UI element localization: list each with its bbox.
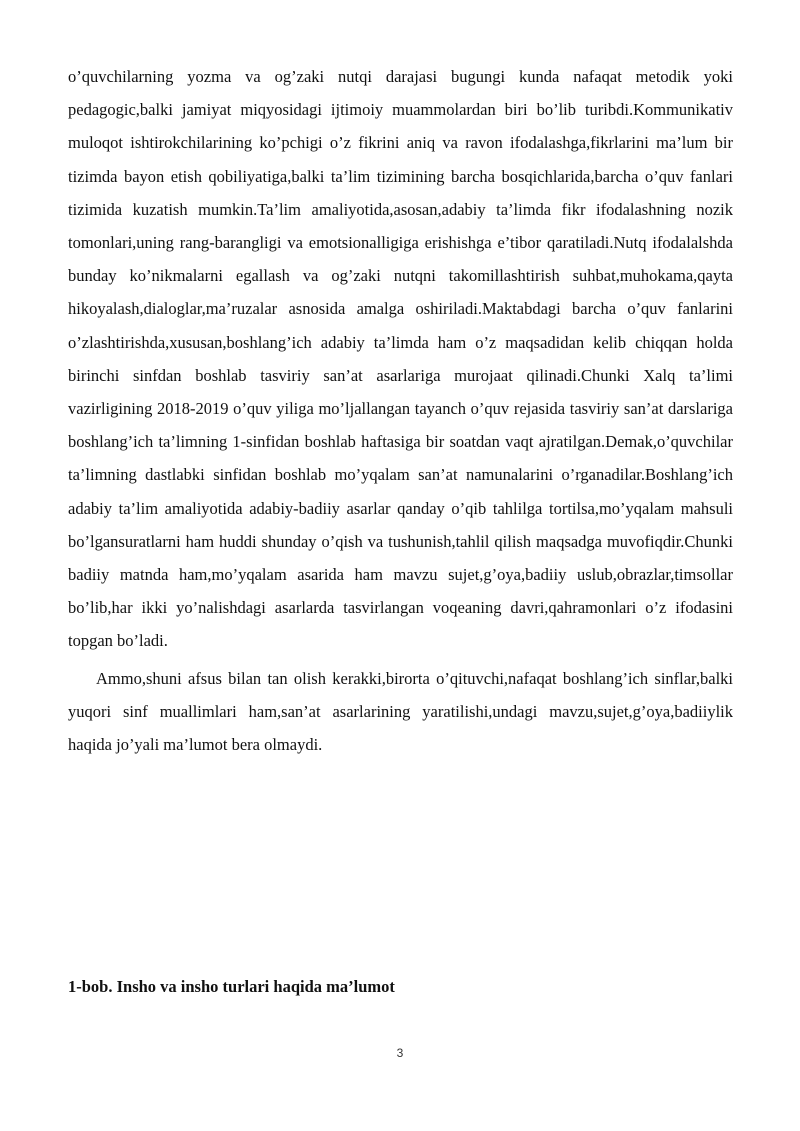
- chapter-heading: 1-bob. Insho va insho turlari haqida ma’lumot: [68, 977, 395, 996]
- paragraph: Ammo,shuni afsus bilan tan olish kerakki,birorta o’qituvchi,nafaqat boshlang’ich sinflar,balki yuqori sinf muallimlari ham,san’at asarlarining yaratilishi,undagi mavzu,sujet,g’oya,badiiylik haqida jo’yali ma’lumot bera olmaydi.: [68, 668, 733, 755]
- page-number: 3: [396, 1046, 404, 1060]
- paragraph: o’quvchilarning yozma va og’zaki nutqi darajasi bugungi kunda nafaqat metodik yoki pedagogic,balki jamiyat miqyosidagi ijtimoiy muammolardan biri bo’lib turibdi.Kommunikativ muloqot ishtirokchilarining ko’pchigi o’z fikrini aniq va ravon ifodalashga,fikrlarini ma’lum bir tizimda bayon etish qobiliyatiga,balki ta’lim tizimining barcha bosqichlarida,barcha o’quv fanlari tizimida kuzatish mumkin.Ta’lim amaliyotida,asosan,adabiy ta’limda fikr ifodalashning nozik tomonlari,uning rang-barangligi va emotsionalligiga erishishga e’tibor qaratiladi.Nutq ifodalalshda bunday ko’nikmalarni egallash va og’zaki nutqni takomillashtirish suhbat,muhokama,qayta hikoyalash,dialoglar,ma’ruzalar asnosida amalga oshiriladi.Maktabdagi barcha o’quv fanlarini o’zlashtirishda,xususan,boshlang’ich adabiy ta’limda ham o’z maqsadidan kelib chiqqan holda birinchi sinfdan boshlab tasviriy san’at asarlariga murojaat qilinadi.Chunki Xalq ta’limi vazirligining 2018-2019 o’quv yiliga mo’ljallangan tayanch o’quv rejasida tasviriy san’at darslariga boshlang’ich ta’limning 1-sinfidan boshlab haftasiga bir soatdan vaqt ajratilgan.Demak,o’quvchilar ta’limning dastlabki sinfidan boshlab mo’yqalam san’at namunalarini o’rganadilar.Boshlang’ich adabiy ta’lim amaliyotida adabiy-badiiy asarlar qanday o’qib tahlilga tortilsa,mo’yqalam mahsuli bo’lgansuratlarni ham huddi shunday o’qish va tushunish,tahlil qilish maqsadga muvofiqdir.Chunki badiiy matnda ham,mo’yqalam asarida ham mavzu sujet,g’oya,badiiy uslub,obrazlar,timsollar bo’lib,har ikki yo’nalishdagi asarlarda tasvirlangan voqeaning davri,qahramonlari o’z ifodasini topgan bo’ladi.: [68, 67, 733, 651]
- body-text: [68, 60, 733, 761]
